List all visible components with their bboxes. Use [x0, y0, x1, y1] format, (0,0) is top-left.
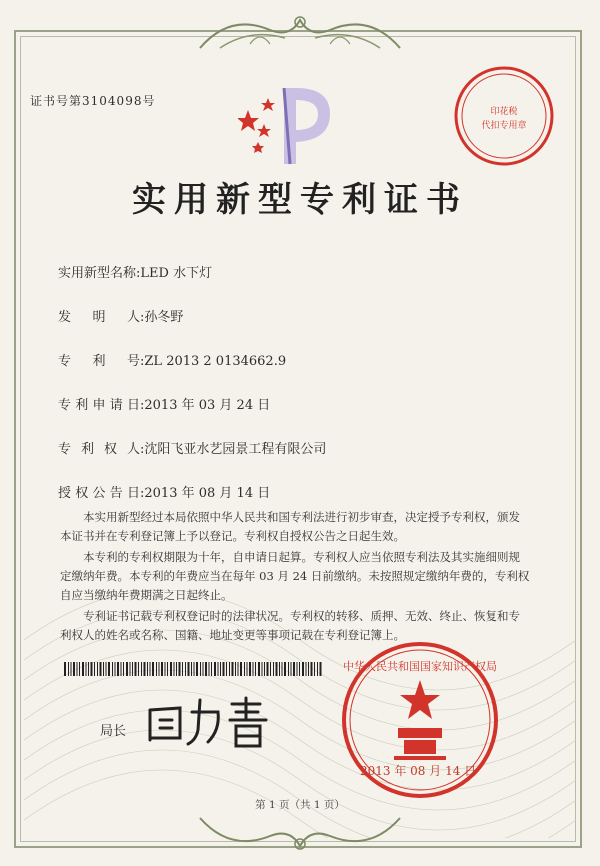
field-value: 2013 年 03 月 24 日: [144, 398, 271, 413]
svg-text:中华人民共和国国家知识产权局: 中华人民共和国国家知识产权局: [343, 660, 497, 673]
field-value: 2013 年 08 月 14 日: [144, 486, 271, 501]
seal-date: 2013 年 08 月 14 日: [360, 764, 477, 778]
body-paragraph-3: 专利证书记载专利权登记时的法律状况。专利权的转移、质押、无效、终止、恢复和专利权人的姓名或名称、国籍、地址变更等事项记载在专利登记簿上。: [60, 609, 520, 642]
bottom-ornament: [190, 812, 410, 858]
certificate-number-label: 证书号第: [30, 94, 83, 108]
certificate-number-suffix: 号: [142, 94, 156, 108]
field-label: 专 利 号: [58, 354, 140, 369]
certificate-number-value: 3104098: [82, 94, 143, 108]
body-paragraph-2: 本专利的专利权期限为十年，自申请日起算。专利权人应当依照专利法及其实施细则规定缴纳年费。本专利的年费应当在每年 03 月 24 日前缴纳。未按照规定缴纳年费的，专利权自应当缴纳年费期满之日起终止。: [60, 550, 530, 602]
tax-stamp-seal: [452, 64, 556, 168]
field-label: 专利申请日: [58, 398, 140, 413]
field-label: 实用新型名称: [58, 266, 137, 281]
field-value: ZL 2013 2 0134662.9: [144, 354, 287, 369]
field-patentee: 专 利 权 人:沈阳飞亚水艺园景工程有限公司: [58, 438, 326, 457]
certificate-body: [60, 508, 530, 647]
field-utility-model-name: 实用新型名称:LED 水下灯: [58, 266, 213, 281]
page-title: 实用新型专利证书: [132, 180, 468, 220]
top-ornament: [190, 8, 410, 54]
field-application-date: 专利申请日:2013 年 03 月 24 日: [58, 394, 270, 413]
field-value: 孙冬野: [144, 310, 184, 325]
field-value: LED 水下灯: [140, 266, 213, 281]
field-label: 发 明 人: [58, 310, 140, 325]
barcode: [64, 662, 324, 676]
field-label: 授权公告日: [58, 486, 140, 501]
certificate-number: [30, 92, 155, 109]
field-inventor: 发 明 人:孙冬野: [58, 306, 183, 325]
director-label: 局长: [100, 724, 127, 739]
field-value: 沈阳飞亚水艺园景工程有限公司: [144, 442, 327, 457]
director-signature: [140, 690, 290, 750]
field-grant-date: 授权公告日:2013 年 08 月 14 日: [58, 482, 270, 501]
field-patent-number: 专 利 号:ZL 2013 2 0134662.9: [58, 350, 286, 369]
patent-office-logo: [238, 80, 338, 170]
field-label: 专 利 权 人: [58, 442, 140, 457]
body-paragraph-1: 本实用新型经过本局依照中华人民共和国专利法进行初步审查，决定授予专利权，颁发本证书并在专利登记簿上予以登记。专利权自授权公告之日起生效。: [60, 510, 520, 543]
svg-text:印花税: 印花税: [490, 107, 518, 117]
svg-text:代扣专用章: 代扣专用章: [481, 121, 527, 131]
page-number: 第 1 页（共 1 页）: [255, 799, 345, 811]
